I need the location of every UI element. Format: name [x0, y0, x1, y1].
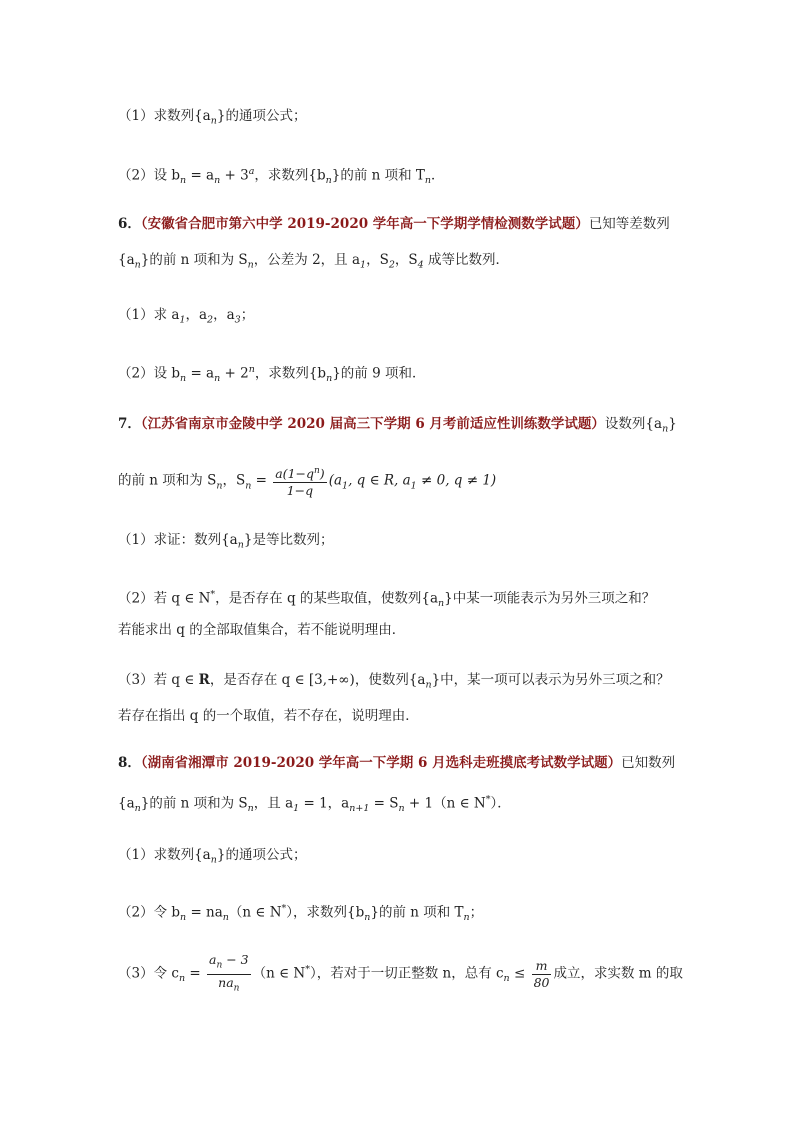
- text-span: （1）求数列{a: [118, 108, 211, 124]
- text-span: =: [185, 965, 205, 982]
- text-span: 7．: [118, 416, 141, 432]
- text-span: }的前 n 项和为 S: [140, 252, 248, 268]
- text-line: [118, 530, 694, 556]
- text-span: 已知数列: [621, 755, 676, 771]
- text-line: [118, 753, 694, 773]
- text-span: − 3: [222, 952, 249, 967]
- text-span: 已知等差数列: [588, 216, 670, 232]
- text-span: a: [208, 952, 217, 967]
- text-span: R: [198, 672, 210, 688]
- text-span: （2）设 b: [118, 167, 181, 184]
- text-line: [118, 845, 694, 871]
- subscript: n: [214, 175, 221, 187]
- text-span: ，求数列{b: [254, 167, 326, 184]
- text-span: }: [668, 416, 677, 432]
- text-span: na: [218, 974, 234, 990]
- text-span: （3）若 q ∈: [118, 672, 199, 688]
- subscript: n: [216, 480, 223, 492]
- subscript: n+1: [349, 803, 370, 815]
- subscript: n: [424, 175, 432, 187]
- text-span: （1）求数列{a: [118, 847, 211, 863]
- text-line: [118, 106, 694, 132]
- subscript: n: [180, 912, 187, 924]
- text-span: }是等比数列；: [243, 532, 334, 548]
- subscript: n: [662, 423, 669, 435]
- text-span: （2）令 b: [118, 904, 181, 921]
- text-span: }的通项公式；: [216, 847, 307, 863]
- text-span: = na: [186, 904, 223, 921]
- subscript: 3: [234, 314, 241, 326]
- text-span: ；: [469, 904, 484, 921]
- subscript: n: [425, 679, 432, 691]
- text-span: ，是否存在 q 的某些取值，使数列{a: [215, 590, 439, 607]
- text-span: ≤: [509, 965, 530, 982]
- denominator: 80: [533, 974, 550, 990]
- subscript: n: [503, 973, 510, 985]
- subscript: n: [398, 803, 405, 815]
- text-line: [118, 250, 694, 276]
- text-line: [118, 305, 694, 331]
- text-span: ，S: [366, 252, 389, 268]
- subscript: n: [216, 960, 223, 971]
- denominator: 1−q: [286, 483, 314, 499]
- subscript: n: [134, 259, 141, 271]
- superscript: *: [281, 903, 287, 914]
- subscript: 1: [360, 259, 367, 271]
- denominator: [207, 975, 251, 997]
- superscript: *: [305, 964, 310, 975]
- subscript: n: [247, 259, 254, 271]
- subscript: n: [214, 373, 221, 385]
- text-span: }中，某一项可以表示为另外三项之和？: [431, 672, 670, 688]
- text-line: [118, 414, 694, 440]
- text-line: [118, 162, 694, 191]
- subscript: 1: [342, 480, 349, 492]
- text-span: }的前 n 项和为 S: [140, 795, 248, 812]
- subscript: n: [326, 373, 333, 385]
- subscript: 2: [207, 314, 214, 326]
- text-span: = 1，a: [299, 795, 350, 812]
- text-span: （1）求证：数列{a: [118, 532, 238, 548]
- text-span: ≠ 0, q ≠ 1): [416, 472, 497, 489]
- text-span: 若存在指出 q 的一个取值，若不存在，说明理由．: [118, 708, 419, 724]
- text-line: [118, 790, 694, 819]
- subscript: n: [134, 803, 141, 815]
- text-span: ，是否存在 q ∈ [3,+∞)，使数列{a: [209, 672, 426, 688]
- text-line: [118, 360, 694, 389]
- subscript: n: [245, 480, 252, 492]
- source-citation: （江苏省南京市金陵中学 2020 届高三下学期 6 月考前适应性训练数学试题）: [140, 416, 605, 432]
- text-span: （2）若 q ∈ N: [118, 590, 211, 607]
- subscript: n: [237, 539, 244, 551]
- subscript: n: [233, 983, 240, 993]
- subscript: n: [222, 912, 229, 924]
- subscript: n: [438, 598, 445, 610]
- fraction: [207, 952, 251, 996]
- text-span: ）．: [490, 795, 511, 812]
- text-line: [118, 620, 694, 640]
- text-span: + 3: [220, 167, 249, 184]
- text-span: ，求数列{b: [254, 365, 327, 382]
- text-span: ，S: [394, 252, 418, 268]
- text-line: [118, 899, 694, 928]
- text-span: (a: [328, 472, 343, 489]
- text-span: , q ∈ R, a: [348, 472, 411, 489]
- text-span: ，公差为 2，且 a: [253, 252, 361, 268]
- text-line: [118, 463, 694, 499]
- text-span: 8．: [118, 755, 141, 771]
- subscript: 1: [179, 314, 186, 326]
- text-span: ，a: [213, 307, 235, 323]
- subscript: n: [364, 912, 371, 924]
- subscript: n: [178, 973, 186, 985]
- source-citation: （湖南省湘潭市 2019-2020 学年高一下学期 6 月选科走班摸底考试数学试题）: [140, 755, 622, 771]
- text-line: [118, 706, 694, 726]
- text-span: }的通项公式；: [216, 108, 307, 124]
- text-span: }的前 n 项和 T: [370, 904, 464, 921]
- fraction: [532, 958, 552, 991]
- text-span: ；: [240, 307, 255, 323]
- text-span: ，a: [185, 307, 208, 323]
- text-span: ），若对于一切正整数 n，总有 c: [309, 965, 504, 982]
- text-line: [118, 670, 694, 696]
- subscript: n: [325, 175, 332, 187]
- superscript: *: [210, 589, 216, 600]
- text-span: a(1−q: [275, 466, 314, 482]
- subscript: n: [247, 803, 254, 815]
- text-span: ): [319, 466, 325, 482]
- text-span: 6．: [118, 216, 141, 232]
- subscript: 2: [388, 259, 395, 271]
- numerator: [207, 952, 251, 975]
- text-span: ．: [431, 167, 445, 184]
- text-span: ），求数列{b: [286, 904, 365, 921]
- source-citation: （安徽省合肥市第六中学 2019-2020 学年高一下学期学情检测数学试题）: [140, 216, 589, 232]
- subscript: n: [210, 115, 217, 127]
- subscript: 1: [410, 480, 417, 492]
- text-span: {a: [118, 252, 135, 268]
- text-span: 的前 n 项和为 S: [118, 472, 217, 489]
- text-span: 成等比数列．: [423, 252, 509, 268]
- text-span: }的前 n 项和 T: [331, 167, 425, 184]
- text-line: [118, 585, 694, 614]
- text-span: （3）令 c: [118, 965, 179, 982]
- subscript: n: [180, 175, 187, 187]
- numerator: [273, 463, 326, 483]
- fraction: [273, 463, 326, 499]
- text-span: =: [251, 472, 272, 489]
- subscript: 4: [417, 259, 424, 271]
- text-span: }的前 9 项和．: [332, 365, 426, 382]
- text-span: + 2: [220, 365, 249, 382]
- subscript: n: [180, 373, 187, 385]
- text-span: = a: [186, 365, 215, 382]
- subscript: n: [463, 912, 470, 924]
- text-span: （2）设 b: [118, 365, 181, 382]
- text-span: {a: [118, 795, 135, 812]
- text-line: [118, 214, 694, 234]
- superscript: n: [248, 364, 255, 375]
- text-span: （n ∈ N: [228, 904, 282, 921]
- text-line: [118, 952, 694, 996]
- numerator: m: [532, 958, 552, 975]
- superscript: a: [248, 166, 255, 177]
- superscript: n: [314, 466, 320, 476]
- text-span: }中某一项能表示为另外三项之和？: [444, 590, 656, 607]
- subscript: 1: [293, 803, 300, 815]
- superscript: *: [485, 794, 491, 805]
- text-span: 若能求出 q 的全部取值集合，若不能说明理由．: [118, 622, 406, 638]
- text-span: 成立，求实数 m 的取: [553, 965, 683, 982]
- text-span: ，且 a: [253, 795, 294, 812]
- text-span: （n ∈ N: [252, 965, 306, 982]
- subscript: n: [210, 854, 217, 866]
- text-span: = a: [186, 167, 215, 184]
- text-span: = S: [369, 795, 399, 812]
- text-span: + 1（n ∈ N: [404, 795, 486, 812]
- text-span: （1）求 a: [118, 307, 180, 323]
- text-span: ，S: [222, 472, 246, 489]
- text-span: 设数列{a: [604, 416, 663, 432]
